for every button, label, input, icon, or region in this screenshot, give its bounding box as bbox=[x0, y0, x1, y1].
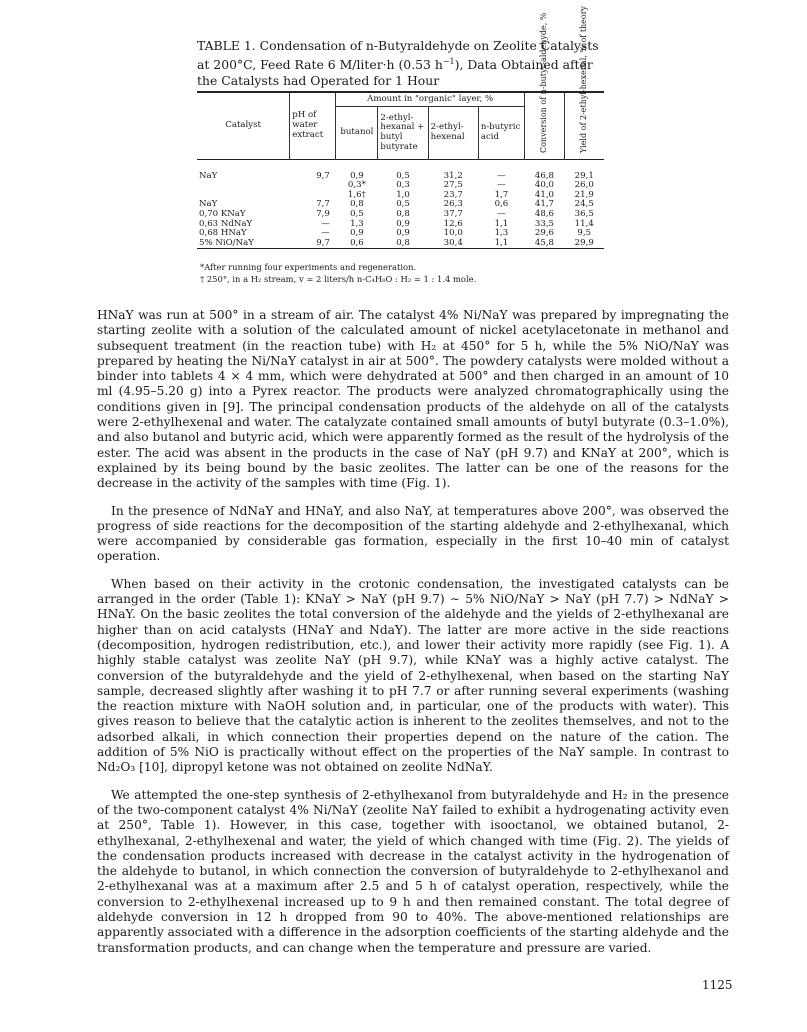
body-text bbox=[97, 308, 729, 968]
cell-ehx: 10,0 bbox=[443, 228, 463, 239]
cell-butanol: 1,6† bbox=[347, 189, 366, 200]
cell-acid: 1,7 bbox=[494, 189, 509, 200]
table-row bbox=[197, 159, 604, 181]
cell-ehx: 23,7 bbox=[443, 189, 463, 200]
cell-acid: 1,1 bbox=[494, 237, 509, 248]
cell-catalyst bbox=[197, 181, 290, 191]
header-amount: Amount in "organic" layer, % bbox=[336, 92, 525, 107]
cell-ehb: 0,8 bbox=[396, 237, 410, 248]
page-number: 1125 bbox=[702, 978, 733, 992]
cell-acid: — bbox=[497, 170, 506, 181]
cell-yield: 21,9 bbox=[574, 189, 594, 200]
cell-butanol: 1,3 bbox=[350, 218, 364, 229]
header-butyric-acid: n-butyric acid bbox=[478, 107, 524, 159]
cell-yield: 11,4 bbox=[574, 218, 594, 229]
cell-yield: 9,5 bbox=[577, 228, 592, 239]
cell-ehb: 0,9 bbox=[396, 218, 410, 229]
cell-ph: 9,7 bbox=[316, 170, 330, 181]
header-yield-cell bbox=[564, 5, 604, 159]
header-conversion-cell bbox=[524, 12, 564, 159]
cell-conversion: 29,6 bbox=[534, 228, 555, 239]
cell-conversion: 46,8 bbox=[534, 170, 555, 181]
cell-catalyst: 5% NiO/NaY bbox=[199, 237, 254, 248]
cell-butanol: 0,5 bbox=[350, 208, 364, 219]
cell-catalyst: 0,68 HNaY bbox=[199, 228, 247, 239]
cell-ehx: 31,2 bbox=[443, 170, 463, 181]
cell-yield: 26,0 bbox=[574, 180, 594, 191]
cell-yield: 29,9 bbox=[574, 237, 594, 248]
cell-conversion: 40,0 bbox=[534, 180, 555, 191]
cell-yield: 29,1 bbox=[574, 170, 594, 181]
cell-ehb: 0,5 bbox=[396, 170, 410, 181]
cell-acid: — bbox=[497, 180, 506, 191]
cell-butanol: 0,8 bbox=[350, 199, 364, 210]
cell-catalyst: 0,70 KNaY bbox=[199, 208, 246, 219]
caption-superscript: −1 bbox=[442, 57, 455, 66]
cell-catalyst: NaY bbox=[199, 199, 218, 210]
table-body bbox=[197, 159, 604, 249]
caption-line-3: the Catalysts had Operated for 1 Hour bbox=[197, 73, 440, 89]
table-row bbox=[197, 239, 604, 249]
footnote-1: *After running four experiments and regeneration. bbox=[200, 262, 417, 272]
cell-ehx: 12,6 bbox=[443, 218, 463, 229]
cell-ph: 7,7 bbox=[316, 199, 330, 210]
header-catalyst: Catalyst bbox=[225, 120, 261, 130]
cell-yield: 24,5 bbox=[574, 199, 594, 210]
footnote-2: † 250°, in a H₂ stream, v = 2 liters/h n-C₄H₈O : H₂ = 1 : 1.4 mole. bbox=[200, 274, 477, 284]
cell-yield: 36,5 bbox=[574, 208, 594, 219]
cell-ehx: 27,5 bbox=[443, 180, 463, 191]
cell-acid: 1,3 bbox=[494, 228, 509, 239]
header-ethylhexenal: 2-ethyl-hexenal bbox=[428, 107, 478, 159]
caption-line-2 bbox=[197, 54, 617, 73]
cell-ehb: 0,5 bbox=[396, 199, 410, 210]
cell-conversion: 48,6 bbox=[534, 208, 555, 219]
paragraph-3: When based on their activity in the crotonic condensation, the investigated catalysts can be arranged in the order (Table 1): KNaY > NaY (pH 9.7) ∼ 5% NiO/NaY > NaY (pH 7.7) > NdNaY > HNaY. On the basic zeolites the total conversion of the aldehyde and the yields of 2-ethylhexanal are higher than on acid catalysts (HNaY and NdaY). The latter are more active in the side reactions (decomposition, hydrogen redistribution, etc.), and lower their activity more rapidly (see Fig. 1). A highly stable catalyst was zeolite NaY (pH 9.7), while KNaY was a highly active catalyst. The conversion of the butyraldehyde and the yield of 2-ethylhexenal, when based on the starting NaY sample, decreased slightly after washing it to pH 7.7 or after running several experiments (washing the reaction mixture with NaOH solution and, in particular, one of the products with water). This gives reason to believe that the catalytic action is inherent to the zeolites themselves, and not to the adsorbed alkali, in which connection their properties depend on the nature of the cation. The addition of 5% NiO is practically without effect on the properties of the NaY sample. In contrast to Nd₂O₃ [10], dipropyl ketone was not obtained on zeolite NdNaY. bbox=[97, 576, 729, 775]
cell-ehb: 0,3 bbox=[396, 180, 410, 191]
header-yield: Yield of 2-ethyl-hexenal, % of theory bbox=[579, 5, 589, 153]
cell-ehb: 1,0 bbox=[396, 189, 410, 200]
cell-conversion: 45,8 bbox=[534, 237, 555, 248]
table-caption bbox=[197, 38, 617, 89]
cell-ph: 7,9 bbox=[316, 208, 330, 219]
cell-ehx: 30,4 bbox=[443, 237, 463, 248]
caption-line-1: TABLE 1. Condensation of n-Butyraldehyde on Zeolite Catalysts bbox=[197, 38, 599, 53]
cell-catalyst: 0,63 NdNaY bbox=[199, 218, 253, 229]
cell-conversion: 41,7 bbox=[534, 199, 555, 210]
cell-ph bbox=[290, 181, 336, 191]
header-butanol: butanol bbox=[336, 107, 378, 159]
paragraph-4: We attempted the one-step synthesis of 2-ethylhexanol from butyraldehyde and H₂ in the presence of the two-component catalyst 4% Ni/NaY (zeolite NaY failed to exhibit a hydrogenating activity even at 250°, Table 1). However, in this case, together with isooctanol, we obtained butanol, 2-ethylhexanal, 2-ethylhexenal and water, the yield of which changed with time (Fig. 2). The yields of the condensation products increased with decrease in the catalyst activity in the hydrogenation of the aldehyde to butanol, in which connection the conversion of butyraldehyde to 2-ethylhexanol and 2-ethylhexanal was at a maximum after 2.5 and 5 h of catalyst operation, respectively, while the conversion to 2-ethylhexenal increased up to 9 h and then remained constant. The total degree of aldehyde conversion in 12 h dropped from 90 to 40%. The above-mentioned relationships are apparently associated with a difference in the adsorption coefficients of the starting aldehyde and the transformation products, and can change when the temperature and pressure are varied. bbox=[97, 787, 729, 955]
cell-catalyst: NaY bbox=[199, 170, 218, 181]
cell-ph: — bbox=[321, 218, 330, 229]
cell-butanol: 0,6 bbox=[350, 237, 364, 248]
cell-ehx: 37,7 bbox=[443, 208, 463, 219]
paragraph-2: In the presence of NdNaY and HNaY, and also NaY, at temperatures above 200°, was observed the progress of side reactions for the decomposition of the starting aldehyde and 2-ethylhexanal, which were accompanied by considerable gas formation, especially in the first 10–40 min of catalyst operation. bbox=[97, 503, 729, 564]
paragraph-1: HNaY was run at 500° in a stream of air. The catalyst 4% Ni/NaY was prepared by impregnating the starting zeolite with a solution of the calculated amount of nickel acetylacetonate in methanol and subsequent treatment (in the reaction tube) with H₂ at 450° for 5 h, while the 5% NiO/NaY was prepared by heating the Ni/NaY catalyst in air at 500°. The powdery catalysts were molded without a binder into tablets 4 × 4 mm, which were dehydrated at 500° and then charged in an amount of 10 ml (4.95–5.20 g) into a Pyrex reactor. The products were analyzed chromatographically using the conditions given in [9]. The principal condensation products of the aldehyde on all of the catalysts were 2-ethylhexenal and water. The catalyzate contained small amounts of butyl butyrate (0.3–1.0%), and also butanol and butyric acid, which were apparently formed as the result of the hydrolysis of the ester. The acid was absent in the products in the case of NaY (pH 9.7) and KNaY at 200°, which is explained by its being bound by the basic zeolites. The latter can be one of the reasons for the decrease in the activity of the samples with time (Fig. 1). bbox=[97, 308, 729, 491]
cell-acid: — bbox=[497, 208, 506, 219]
cell-butanol: 0,9 bbox=[350, 228, 364, 239]
cell-butanol: 0,9 bbox=[350, 170, 364, 181]
cell-conversion: 41,0 bbox=[534, 189, 555, 200]
cell-ph: — bbox=[321, 228, 330, 239]
cell-butanol: 0,3* bbox=[347, 180, 366, 191]
caption-line-2-end: ), Data Obtained after bbox=[454, 57, 593, 73]
cell-ehx: 26,3 bbox=[443, 199, 463, 210]
cell-acid: 1,1 bbox=[494, 218, 509, 229]
header-ph: pH of water extract bbox=[290, 92, 336, 159]
caption-line-2-start: at 200°C, Feed Rate 6 M/liter·h (0.53 h bbox=[197, 57, 443, 73]
cell-ehb: 0,8 bbox=[396, 208, 410, 219]
cell-ehb: 0,9 bbox=[396, 228, 410, 239]
cell-ph: 9,7 bbox=[316, 237, 330, 248]
header-ethylhexanal-butyl-butyrate: 2-ethyl-hexanal + butyl butyrate bbox=[378, 107, 428, 159]
cell-conversion: 33,5 bbox=[534, 218, 555, 229]
cell-acid: 0,6 bbox=[494, 199, 509, 210]
header-conversion: Conversion of n-butyr-aldehyde, % bbox=[539, 12, 549, 153]
